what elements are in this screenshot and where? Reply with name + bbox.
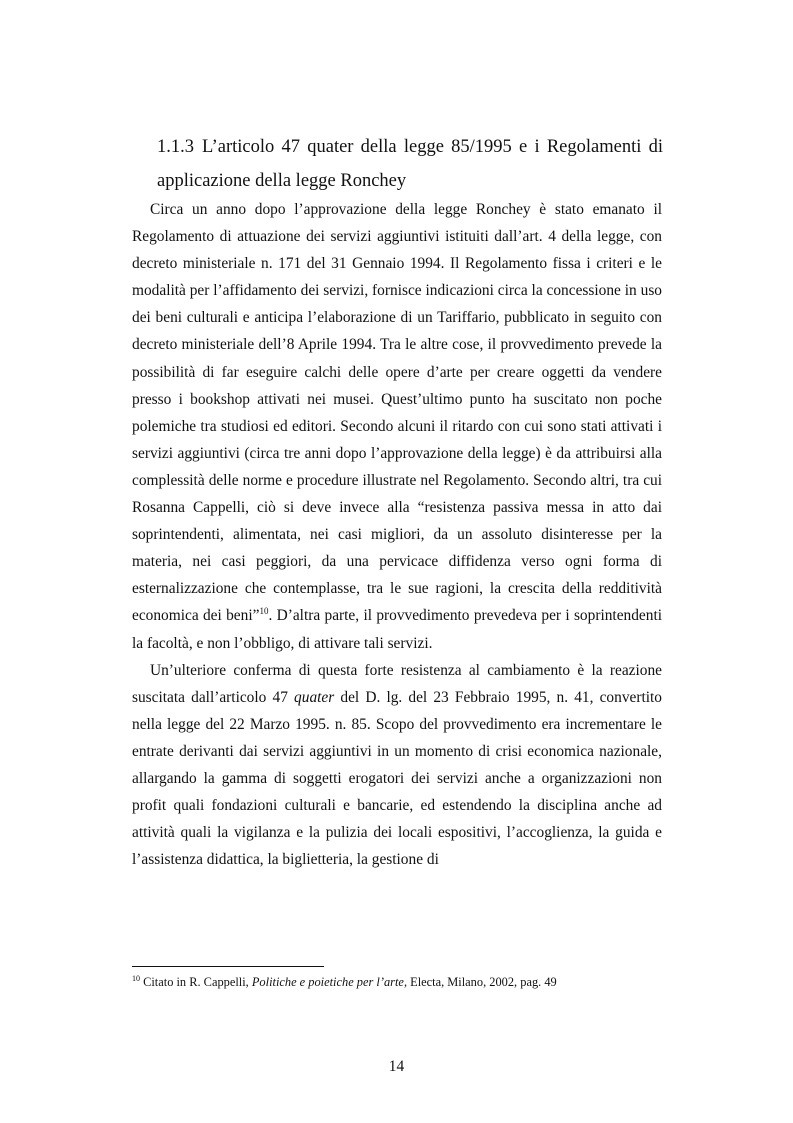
footnote-text: Citato in R. Cappelli,	[140, 975, 252, 989]
section-heading	[157, 130, 663, 198]
footnote	[132, 974, 662, 990]
section-title: L’articolo 47 quater della legge 85/1995 e i Regolamenti di applicazione della legge Ronchey	[157, 137, 663, 191]
footnote-text-end: , Electa, Milano, 2002, pag. 49	[403, 975, 557, 989]
paragraph-1-continuation: . D’altra parte, il provvedimento prevedeva per i soprintendenti la facoltà, e non l’obbligo, di attivare tali servizi.	[132, 607, 662, 652]
footnote-reference: 10	[259, 606, 269, 617]
paragraph-1-text: Circa un anno dopo l’approvazione della legge Ronchey è stato emanato il Regolamento di attuazione dei servizi aggiuntivi istituiti dall’art. 4 della legge, con decreto ministeriale n. 171 del 31 Gennaio 1994. Il Regolamento fissa i criteri e le modalità per l’affidamento dei servizi, fornisce indicazioni circa la concessione in uso dei beni culturali e anticipa l’elaborazione di un Tariffario, pubblicato in seguito con decreto ministeriale dell’8 Aprile 1994. Tra le altre cose, il provvedimento prevede la possibilità di far eseguire calchi delle opere d’arte per creare oggetti da vendere presso i bookshop attivati nei musei. Quest’ultimo punto ha suscitato non poche polemiche tra studiosi ed editori. Secondo alcuni il ritardo con cui sono stati attivati i servizi aggiuntivi (circa tre anni dopo l’approvazione della legge) è da attribuirsi alla complessità delle norme e procedure illustrate nel Regolamento. Secondo altri, tra cui Rosanna Cappelli, ciò si deve invece alla “resistenza passiva messa in atto dai soprintendenti, alimentata, nei casi migliori, da un assoluto disinteresse per la materia, nei casi peggiori, da una pervicace diffidenza verso ogni forma di esternalizzazione che contemplasse, tra le sue ragioni, la crescita della redditività economica dei beni”	[132, 201, 662, 625]
section-number: 1.1.3	[157, 137, 194, 157]
footnote-italic-title: Politiche e poietiche per l’arte	[251, 975, 404, 989]
body-text	[132, 196, 662, 873]
paragraph-1	[132, 196, 662, 657]
page-number: 14	[388, 1058, 405, 1075]
footnote-separator	[132, 966, 324, 967]
footnote-number: 10	[132, 973, 140, 983]
paragraph-2-italic-term: quater	[294, 688, 335, 706]
paragraph-2-continuation: del D. lg. del 23 Febbraio 1995, n. 41, convertito nella legge del 22 Marzo 1995. n. 85. Scopo del provvedimento era incrementare le entrate derivanti dai servizi aggiuntivi in un momento di crisi economica nazionale, allargando la gamma di soggetti erogatori dei servizi anche a organizzazioni non profit quali fondazioni culturali e bancarie, ed estendendo la disciplina anche ad attività quali la vigilanza e la pulizia dei locali espositivi, l’accoglienza, la guida e l’assistenza didattica, la biglietteria, la gestione di	[132, 688, 662, 869]
paragraph-2-text: Un’ulteriore conferma di questa forte resistenza al cambiamento è la reazione suscitata dall’articolo 47	[132, 661, 662, 706]
paragraph-2	[132, 657, 662, 874]
